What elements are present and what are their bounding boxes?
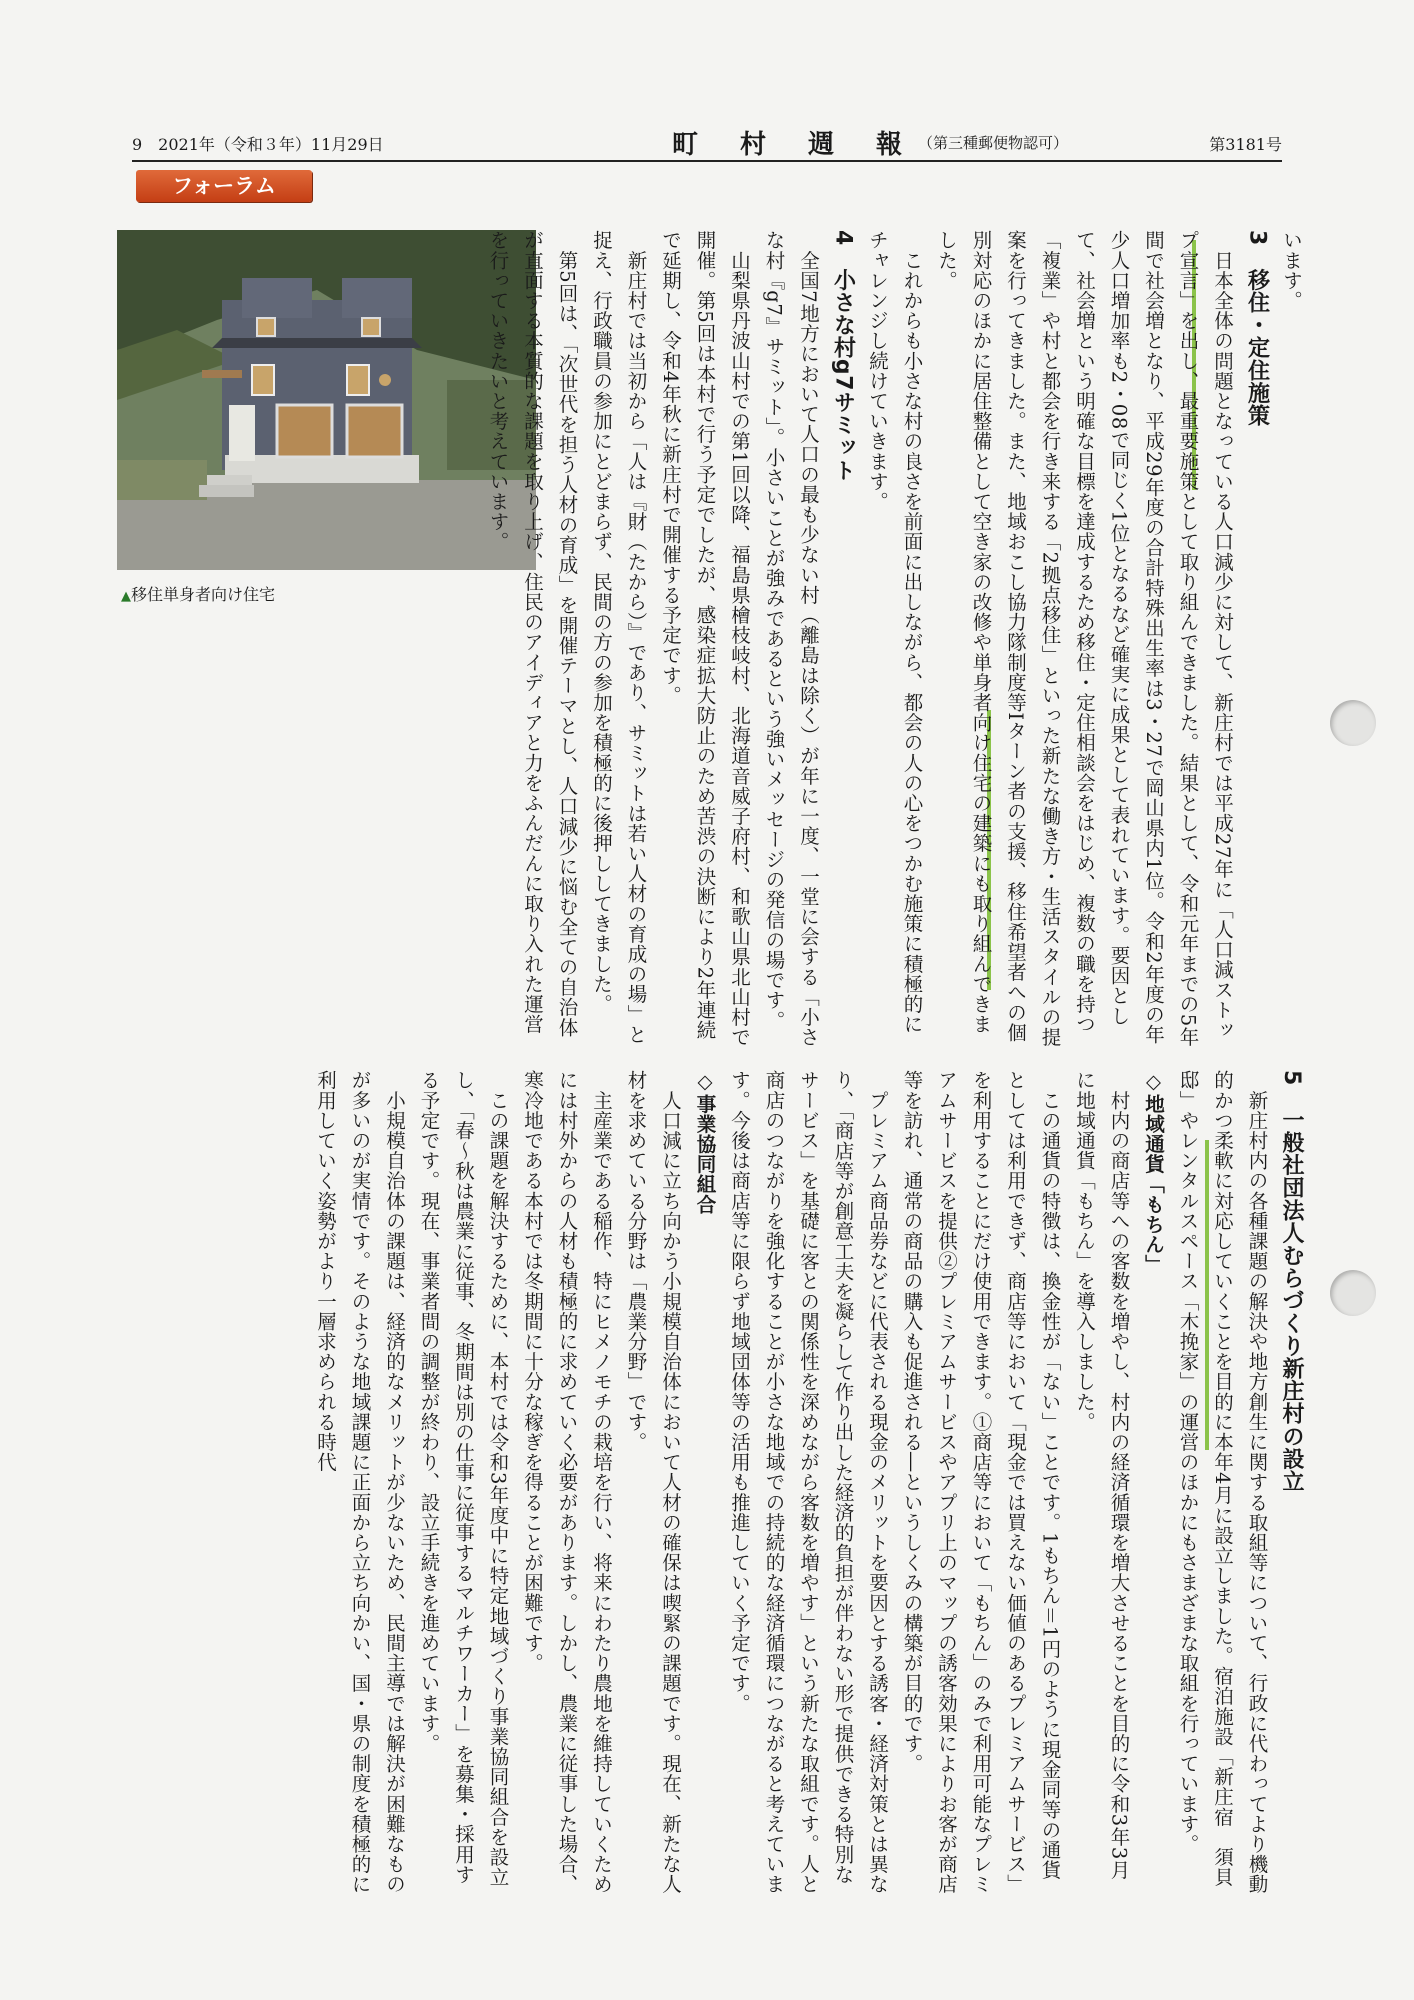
section4-body — [756, 230, 825, 1050]
photo-caption-text: 移住単身者向け住宅 — [131, 585, 276, 604]
section-label: フォーラム — [136, 170, 312, 202]
section5-title: 一般社団法人むらづくり新庄村の設立 — [1279, 1108, 1304, 1493]
cooperative-body — [618, 1070, 687, 1900]
section3-paragraph-1: 日本全体の問題となっている人口減少に対して、新庄村では平成27年に「人口減ストップ宣言」を出し、最重要施策として取り組んできました。結果として、令和元年までの5年間で社会増となり、平成29年度の合計特殊出生率は3・27で岡山県内1位。令和2年度の年少人口増加率も2・08で同じく1位となるなど確実に成果として表れています。要因として、社会増という明確な目標を達成するため移住・定住相談会をはじめ、複数の職を持つ「複業」や村と都会を行き来する「2拠点移住」といった新たな働き方・生活スタイルの提案を行ってきました。また、地域おこし協力隊制度等Iターン者の支援、移住希望者への個別対応のほかに居住整備として空き家の改修や単身者向け住宅の建築にも取り組んできました。 — [935, 230, 1234, 1048]
house-photo — [117, 230, 536, 570]
continuation-text: います。 — [1280, 230, 1303, 311]
section4-paragraph-3: 新庄村では当初から「人は『財（たから）』であり、サミットは若い人材の育成の場」と捉え、行政職員の参加にとどまらず、民間の方の参加を積極的に後押ししてきました。 — [590, 230, 648, 1045]
local-currency-paragraph-1: 村内の商店等への客数を増やし、村内の経済循環を増大させることを目的に令和3年3月に地域通貨「もちん」を導入しました。 — [1073, 1070, 1131, 1880]
section5-paragraph-1: 新庄村内の各種課題の解決や地方創生に関する取組等について、行政に代わってより機動的かつ柔軟に対応していくことを目的に本年4月に設立しました。宿泊施設「新庄宿 須貝邸」やレンタルスペース「木挽家」の運営のほかにもさまざまな取組を行っています。 — [1176, 1070, 1269, 1895]
section4-paragraph-4: 第5回は、「次世代を担う人材の育成」を開催テーマとし、人口減少に悩む全ての自治体が直面する本質的な課題を取り上げ、住民のアイディアと力をふんだんに取り入れた運営を行っていきたいと考えています。 — [486, 230, 579, 1038]
header-rule — [132, 160, 1282, 162]
section3-number: 3 — [1244, 230, 1270, 246]
cooperative-paragraph-2: 主産業である稲作、特にヒメノモチの栽培を行い、将来にわたり農地を維持していくためには村外からの人材も積極的に求めていく必要があります。しかし、農業に従事した場合、寒冷地である本村では冬期間に十分な稼ぎを得ることが困難です。 — [521, 1070, 613, 1895]
section5-heading — [1274, 1070, 1309, 1900]
newspaper-title: 町村週報 — [672, 130, 945, 160]
cooperative-paragraph-4: 小規模自治体の課題は、経済的なメリットが少ないため、民間主導では解決が困難なものが多いのが実情です。そのような地域課題に正面から立ち向かい、国・県の制度を積極的に利用していく姿勢がより一層求められる時代 — [314, 1070, 406, 1895]
section4-body-3 — [584, 230, 653, 1050]
postal-permit: （第三種郵便物認可） — [918, 134, 1069, 152]
local-currency-paragraph-3: プレミアム商品券などに代表される現金のメリットを要因とする誘客・経済対策とは異なり、「商店等が創意工夫を凝らして作り出した経済的負担が伴わない形で提供できる特別なサービス」を基礎に客との関係性を深めながら客数を増やす」という新たな取組です。人と商店のつながりを強化することが小さな地域での持続的な経済循環につながると考えています。今後は商店等に限らず地域団体等の活用も推進していく予定です。 — [728, 1070, 889, 1895]
section3-title: 移住・定住施策 — [1244, 268, 1270, 427]
page-number-date: 9 2021年（令和３年）11月29日 — [132, 135, 384, 154]
cooperative-paragraph-3: この課題を解決するために、本村では令和3年度中に特定地域づくり事業協同組合を設立し、「春～秋は農業に従事、冬期間は別の仕事に従事するマルチワーカー」を募集・採用する予定です。現在、事業者間の調整が終わり、設立手続きを進めています。 — [417, 1070, 510, 1888]
section4-heading — [825, 230, 860, 1050]
binder-hole-top — [1330, 700, 1376, 746]
issue-number: 第3181号 — [1209, 135, 1282, 154]
lower-text-block — [138, 1070, 1308, 1900]
section4-title: 小さな村g7サミット — [830, 268, 856, 482]
section4-number: 4 — [830, 230, 856, 246]
cooperative-body-3 — [411, 1070, 515, 1900]
cooperative-body-2 — [515, 1070, 619, 1900]
section4-paragraph-1: 全国7地方において人口の最も少ない村（離島は除く）が年に一度、一堂に会する「小さな村『g7』サミット」。小さいことが強みであるという強いメッセージの発信の場です。 — [762, 230, 820, 1048]
upper-text-block — [486, 230, 1308, 1050]
cooperative-body-4 — [308, 1070, 412, 1900]
subsection-local-currency-title: ◇地域通貨「もちん」 — [1142, 1070, 1165, 1275]
page-header — [132, 128, 1282, 158]
local-currency-paragraph-2: この通貨の特徴は、換金性が「ない」ことです。1もちん＝1円のように現金同等の通貨としては利用できず、商店等において「現金では買えない価値のあるプレミアムサービス」を利用することにだけ使用できます。①商店等において「もちん」のみで利用可能なプレミアムサービスを提供②プレミアムサービスやアプリ上のマップの誘客効果によりお客が商店等を訪れ、通常の商品の購入も促進される―というしくみの構築が目的です。 — [900, 1070, 1062, 1895]
section5-body — [1170, 1070, 1274, 1900]
section4-paragraph-2: 山梨県丹波山村での第1回以降、福島県檜枝岐村、北海道音威子府村、和歌山県北山村で開催。第5回は本村で行う予定でしたが、感染症拡大防止のため苦渋の決断により2年連続で延期し、令和4年秋に新庄村で開催する予定です。 — [659, 230, 751, 1048]
binder-hole-bottom — [1330, 1270, 1376, 1316]
section3-body-2 — [860, 230, 929, 1050]
section5-number: 5 — [1279, 1070, 1304, 1086]
section3-heading — [1239, 230, 1274, 1050]
cooperative-paragraph-1: 人口減に立ち向かう小規模自治体において人材の確保は喫緊の課題です。現在、新たな人材を求めている分野は「農業分野」です。 — [624, 1070, 682, 1895]
section3-paragraph-2: これからも小さな村の良さを前面に出しながら、都会の人の心をつかむ施策に積極的にチャレンジし続けていきます。 — [866, 230, 924, 1035]
local-currency-body-3 — [722, 1070, 895, 1900]
house-photo-illustration — [117, 230, 536, 570]
section4-body-4 — [480, 230, 584, 1050]
subsection-cooperative-title: ◇事業協同組合 — [693, 1070, 717, 1215]
caption-triangle-icon: ▲ — [121, 589, 131, 604]
section3-body — [929, 230, 1240, 1050]
local-currency-body — [1067, 1070, 1136, 1900]
local-currency-body-2 — [894, 1070, 1067, 1900]
photo-caption — [121, 582, 275, 605]
section4-body-2 — [653, 230, 757, 1050]
